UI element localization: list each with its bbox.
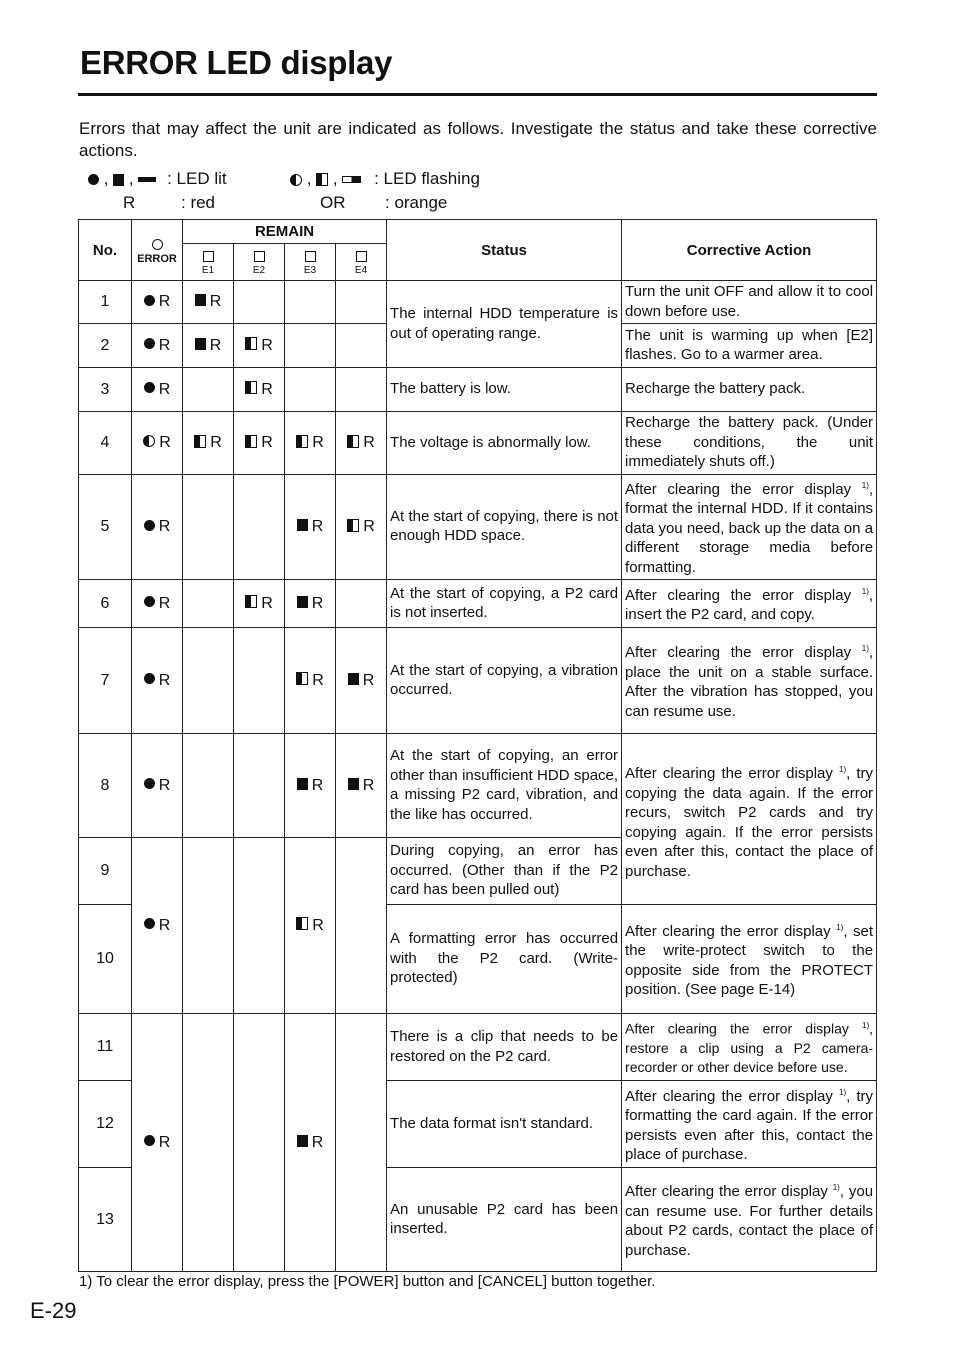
table-row: 5 R R R At the start of copying, there is not enough HDD space. After clearing the error display $^{1)}$, format the internal HDD. If it contains data you need, back up the data on a different storage media before formatting. <box>79 474 877 580</box>
lit-dot-icon <box>144 596 155 607</box>
legend-lit: , , : LED lit <box>88 168 227 190</box>
e1-led-icon <box>203 251 214 262</box>
page-title: ERROR LED display <box>80 44 393 81</box>
table-row: 2 R R R The unit is warming up when [E2] flashes. Go to a warmer area. <box>79 324 877 368</box>
title-rule <box>78 93 877 96</box>
table-row: 3 R R The battery is low. Recharge the battery pack. <box>79 368 877 412</box>
table-row: 7 R R R At the start of copying, a vibration occurred. After clearing the error display $^{1)}$, place the unit on a stable surface. After the vibration has stopped, you can resume use. <box>79 628 877 734</box>
flash-square-icon <box>347 519 359 532</box>
header-e1: E1 <box>183 244 234 281</box>
flash-square-icon <box>296 435 308 448</box>
lit-dot-icon <box>144 338 155 349</box>
lit-square-icon <box>348 778 359 790</box>
header-no: No. <box>79 220 132 281</box>
flash-square-icon <box>245 435 257 448</box>
flash-square-icon <box>296 672 308 685</box>
intro-paragraph: Errors that may affect the unit are indicated as follows. Investigate the status and take these corrective actions. <box>79 119 877 160</box>
lit-bar-icon <box>138 177 156 182</box>
flash-square-icon <box>245 381 257 394</box>
legend-or-code: OR <box>320 193 346 212</box>
flash-bar-icon <box>342 176 361 183</box>
lit-dot-icon <box>144 1135 155 1146</box>
legend-flashing: , , : LED flashing <box>290 168 480 190</box>
table-row: 12 The data format isn't standard. After clearing the error display $^{1)}$, try formatting the card again. If the error persists even after this, contact the place of purchase. <box>79 1081 877 1168</box>
action-cell: After clearing the error display $^{1)}$, try formatting the card again. If the error persists even after this, contact the place of purchase. <box>622 1081 877 1168</box>
error-led-icon <box>152 239 163 250</box>
legend-r-code: R <box>123 193 136 212</box>
flash-square-icon <box>245 337 257 350</box>
flash-dot-icon <box>143 435 155 447</box>
table-row: 4 R R R R R The voltage is abnormally low. Recharge the battery pack. (Under these conditions, the unit immediately shuts off.) <box>79 412 877 475</box>
action-cell: Turn the unit OFF and allow it to cool down before use. <box>622 281 877 324</box>
flash-square-icon <box>347 435 359 448</box>
status-cell: There is a clip that needs to be restored on the P2 card. <box>387 1014 622 1081</box>
status-cell: The battery is low. <box>387 368 622 412</box>
legend-r-desc: : red <box>181 193 216 212</box>
table-row: 10 A formatting error has occurred with the P2 card. (Write-protected) After clearing the error display $^{1)}$, set the write-protect switch to the opposite side from the PROTECT position. (See page E-14) <box>79 905 877 1014</box>
status-cell: During copying, an error has occurred. (Other than if the P2 card has been pulled out) <box>387 838 622 905</box>
lit-dot-icon <box>88 174 99 185</box>
table-row: 11 R R There is a clip that needs to be restored on the P2 card. After clearing the error display $^{1)}$, restore a clip using a P2 camera-recorder or other device before use. <box>79 1014 877 1081</box>
lit-square-icon <box>195 294 206 306</box>
flash-square-icon <box>316 173 328 186</box>
flash-square-icon <box>245 595 257 608</box>
action-cell: After clearing the error display $^{1)}$, try copying the data again. If the error recurs, switch P2 cards and try copying again. If the error persists even after this, contact the place of purchase. <box>622 734 877 905</box>
action-cell: The unit is warming up when [E2] flashes. Go to a warmer area. <box>622 324 877 368</box>
lit-square-icon <box>297 596 308 608</box>
lit-dot-icon <box>144 520 155 531</box>
lit-dot-icon <box>144 295 155 306</box>
status-cell: The voltage is abnormally low. <box>387 412 622 475</box>
table-row: 1 R R The internal HDD temperature is out of operating range. Turn the unit OFF and allow it to cool down before use. <box>79 281 877 324</box>
status-cell: At the start of copying, a vibration occurred. <box>387 628 622 734</box>
header-action: Corrective Action <box>622 220 877 281</box>
lit-square-icon <box>195 338 206 350</box>
action-cell: Recharge the battery pack. (Under these conditions, the unit immediately shuts off.) <box>622 412 877 475</box>
header-error: ERROR <box>132 220 183 281</box>
lit-dot-icon <box>144 918 155 929</box>
lit-square-icon <box>348 673 359 685</box>
status-cell: At the start of copying, an error other than insufficient HDD space, a missing P2 card, vibration, and the like has occurred. <box>387 734 622 838</box>
lit-dot-icon <box>144 382 155 393</box>
status-cell: The data format isn't standard. <box>387 1081 622 1168</box>
header-e4: E4 <box>336 244 387 281</box>
flash-square-icon <box>296 917 308 930</box>
table-row: 8 R R R At the start of copying, an error other than insufficient HDD space, a missing P2 card, vibration, and the like has occurred. After clearing the error display $^{1)}$, try copying the data again. If the error recurs, switch P2 cards and try copying again. If the error persists even after this, contact the place of purchase. <box>79 734 877 838</box>
lit-square-icon <box>113 174 124 186</box>
action-cell: After clearing the error display $^{1)}$, set the write-protect switch to the opposite side from the PROTECT position. (See page E-14) <box>622 905 877 1014</box>
footnote: 1) To clear the error display, press the [POWER] button and [CANCEL] button together. <box>79 1273 656 1290</box>
header-status: Status <box>387 220 622 281</box>
table-row: 13 An unusable P2 card has been inserted. After clearing the error display $^{1)}$, you can resume use. For further details about P2 cards, contact the place of purchase. <box>79 1168 877 1272</box>
action-cell: After clearing the error display $^{1)}$, insert the P2 card, and copy. <box>622 580 877 628</box>
action-cell: After clearing the error display $^{1)}$, place the unit on a stable surface. After the vibration has stopped, you can resume use. <box>622 628 877 734</box>
e3-led-icon <box>305 251 316 262</box>
lit-square-icon <box>297 1135 308 1147</box>
action-cell: After clearing the error display $^{1)}$, you can resume use. For further details about P2 cards, contact the place of purchase. <box>622 1168 877 1272</box>
table-row: 6 R R R At the start of copying, a P2 card is not inserted. After clearing the error display $^{1)}$, insert the P2 card, and copy. <box>79 580 877 628</box>
table-row: 9 R R During copying, an error has occurred. (Other than if the P2 card has been pulled out) <box>79 838 877 905</box>
header-e3: E3 <box>285 244 336 281</box>
status-cell: At the start of copying, a P2 card is not inserted. <box>387 580 622 628</box>
flash-square-icon <box>194 435 206 448</box>
legend-or-desc: : orange <box>385 193 448 212</box>
header-e2: E2 <box>234 244 285 281</box>
lit-square-icon <box>297 519 308 531</box>
error-led-table <box>78 219 877 1272</box>
status-cell: At the start of copying, there is not enough HDD space. <box>387 474 622 580</box>
status-cell: An unusable P2 card has been inserted. <box>387 1168 622 1272</box>
status-cell: A formatting error has occurred with the P2 card. (Write-protected) <box>387 905 622 1014</box>
action-cell: After clearing the error display $^{1)}$, restore a clip using a P2 camera-recorder or other device before use. <box>622 1014 877 1081</box>
action-cell: Recharge the battery pack. <box>622 368 877 412</box>
page-number: E-29 <box>30 1298 77 1323</box>
action-cell: After clearing the error display $^{1)}$, format the internal HDD. If it contains data you need, back up the data on a different storage media before formatting. <box>622 474 877 580</box>
lit-square-icon <box>297 778 308 790</box>
header-remain: REMAIN <box>183 220 387 244</box>
e4-led-icon <box>356 251 367 262</box>
lit-dot-icon <box>144 778 155 789</box>
e2-led-icon <box>254 251 265 262</box>
flash-dot-icon <box>290 174 302 186</box>
lit-dot-icon <box>144 673 155 684</box>
status-cell: The internal HDD temperature is out of operating range. <box>387 281 622 368</box>
